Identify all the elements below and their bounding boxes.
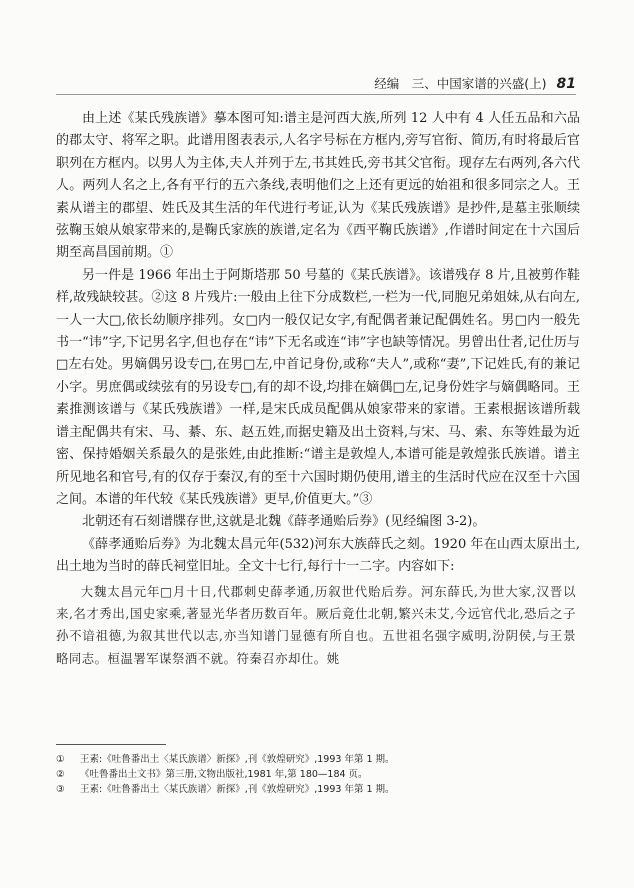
footnote-marker: ② [56, 769, 65, 780]
inscription-quote: 大魏太昌元年□月十日,代郡刺史薛孝通,历叙世代贻后券。河东薛氏,为世大家,汉晋以来,名才秀出,国史家乘,著显光华者历数百年。厥后竟仕北朝,繁兴未艾,今远官代北,恐后之子孙不谙祖德,为叙其世代以志,亦当知谱门显德有所自也。五世祖名强字威明,汾阴侯,与王景略同志。桓温署军谋祭酒不就。符秦召亦却仕。姚 [56, 583, 576, 666]
footnote-text: 王素:《吐鲁番出土〈某氏族谱〉新探》,刊《敦煌研究》,1993 年第 1 期。 [80, 784, 395, 795]
footnote-divider [56, 744, 166, 745]
footnote-text: 《吐鲁番出土文书》第三册,文物出版社,1981 年,第 180—184 页。 [80, 769, 368, 780]
main-text [56, 108, 580, 670]
header-section-title: 经编 三、中国家谱的兴盛(上) [374, 76, 547, 91]
running-header [0, 74, 576, 92]
paragraph-2: 另一件是 1966 年出土于阿斯塔那 50 号墓的《某氏族谱》。该谱残存 8 片,且被剪作鞋样,故残缺较甚。②这 8 片残片:一般由上往下分成数栏,一栏为一代,同胞兄弟姐妹,从右向左,一人一大□,依长幼顺序排列。女□内一般仅记女字,有配偶者兼记配偶姓名。男□内一般先书一“讳”字,下记男名字,但也存在“讳”下无名或连“讳”字也缺等情况。男曾出仕者,记仕历与□左右处。男嫡偶另设专□,在男□左,中首记身份,或称“夫人”,或称“妻”,下记姓氏,有的兼记小字。男庶偶或续弦有的另设专□,有的却不设,均排在嫡偶□左,记身份姓字与嫡偶略同。王素推测该谱与《某氏残族谱》一样,是宋氏成员配偶从娘家带来的家谱。王素根据该谱所载谱主配偶共有宋、马、綦、东、赵五姓,而据史籍及出土资料,与宋、马、索、东等姓最为近密、保持婚姻关系最久的是张姓,由此推断:“谱主是敦煌人,本谱可能是敦煌张氏族谱。谱主所见地名和官号,有的仅存于秦汉,有的至十六国时期仍使用,谱主的生活时代应在汉至十六国之间。本谱的年代较《某氏残族谱》更早,价值更大。”③ [56, 267, 580, 507]
paragraph-1: 由上述《某氏残族谱》摹本图可知:谱主是河西大族,所列 12 人中有 4 人任五品和六品的郡太守、将军之职。此谱用图表表示,人名字号标在方框内,旁写官衔、简历,有时将最后官职列在方框内。以男人为主体,夫人并列于左,书其姓氏,旁书其父官衔。现存左右两列,各六代人。两列人名之上,各有平行的五六条线,表明他们之上还有更远的始祖和很多同宗之人。王素从谱主的郡望、姓氏及其生活的年代进行考证,认为《某氏残族谱》是抄件,是墓主张顺续弦鞠玉娘从娘家带来的,是鞠氏家族的族谱,定名为《西平鞠氏族谱》,作谱时间定在十六国后期至高昌国前期。① [56, 111, 580, 261]
footnote-text: 王素:《吐鲁番出土〈某氏族谱〉新探》,刊《敦煌研究》,1993 年第 1 期。 [80, 754, 395, 765]
footnotes [56, 752, 576, 797]
paragraph-4: 《薛孝通贻后券》为北魏太昌元年(532)河东大族薛氏之刻。1920 年在山西太原出土,出土地为当时的薛氏祠堂旧址。全文十七行,每行十一二字。内容如下: [56, 536, 580, 575]
footnote-marker: ① [56, 754, 65, 765]
footnote-2 [56, 767, 576, 782]
footnote-marker: ③ [56, 784, 65, 795]
header-divider [56, 94, 576, 95]
page-number: 81 [556, 76, 576, 92]
footnote-3 [56, 782, 576, 797]
paragraph-3: 北朝还有石刻谱牒存世,这就是北魏《薛孝通贻后券》(见经编图 3-2)。 [82, 514, 486, 530]
footnote-1 [56, 752, 576, 767]
